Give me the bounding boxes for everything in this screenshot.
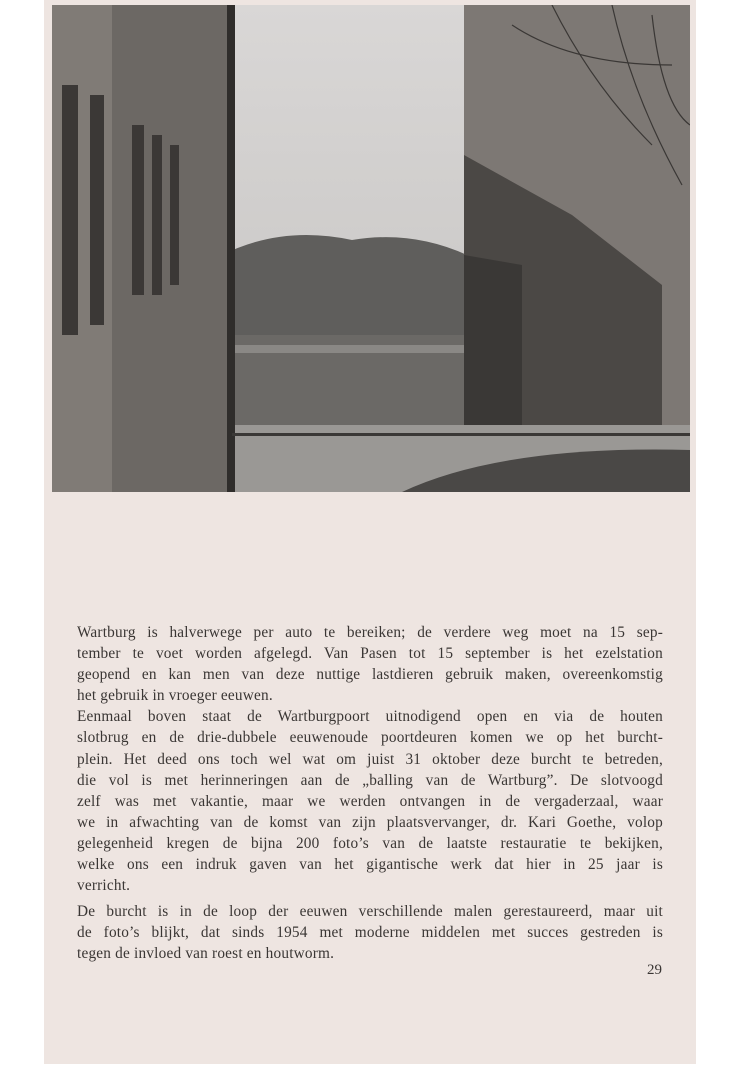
text-line: we in afwachting van de komst van zijn plaatsvervanger, dr. Kari Goethe, volop: [77, 813, 663, 831]
text-line: tember te voet worden afgelegd. Van Pasen tot 15 september is het ezelstation: [77, 645, 663, 663]
paragraph-2: [77, 706, 663, 896]
text-line: geopend en kan men van deze nuttige lastdieren gebruik maken, overeenkomstig: [77, 666, 663, 684]
text-line: gelegenheid kregen de bijna 200 foto’s van de laatste restauratie te bekijken,: [77, 834, 663, 852]
paragraph-3: [77, 901, 663, 964]
text-line: Wartburg is halverwege per auto te bereiken; de verdere weg moet na 15 sep-: [77, 624, 663, 641]
text-line: welke ons een indruk gaven van het gigantische werk dat hier in 25 jaar is: [77, 856, 663, 874]
body-text: [77, 622, 663, 965]
text-line: slotbrug en de drie-dubbele eeuwenoude poortdeuren komen we op het burcht-: [77, 729, 663, 747]
page-number: 29: [647, 962, 662, 978]
text-line: de foto’s blijkt, dat sinds 1954 met moderne middelen met succes gestreden is: [77, 924, 663, 942]
text-line: die vol is met herinneringen aan de „balling van de Wartburg”. De slotvoogd: [77, 771, 663, 789]
castle-photograph: [52, 5, 690, 492]
text-line: De burcht is in de loop der eeuwen verschillende malen gerestaureerd, maar uit: [77, 903, 663, 921]
text-line: tegen de invloed van roest en houtworm.: [77, 945, 335, 963]
text-line: plein. Het deed ons toch wel wat om juist 31 oktober deze burcht te betreden,: [77, 750, 663, 768]
text-line: zelf was met vakantie, maar we werden ontvangen in de vergaderzaal, waar: [77, 792, 663, 810]
paragraph-1: [77, 622, 663, 706]
text-line: verricht.: [77, 877, 131, 895]
text-line: Eenmaal boven staat de Wartburgpoort uitnodigend open en via de houten: [77, 708, 663, 726]
text-line: het gebruik in vroeger eeuwen.: [77, 687, 273, 705]
